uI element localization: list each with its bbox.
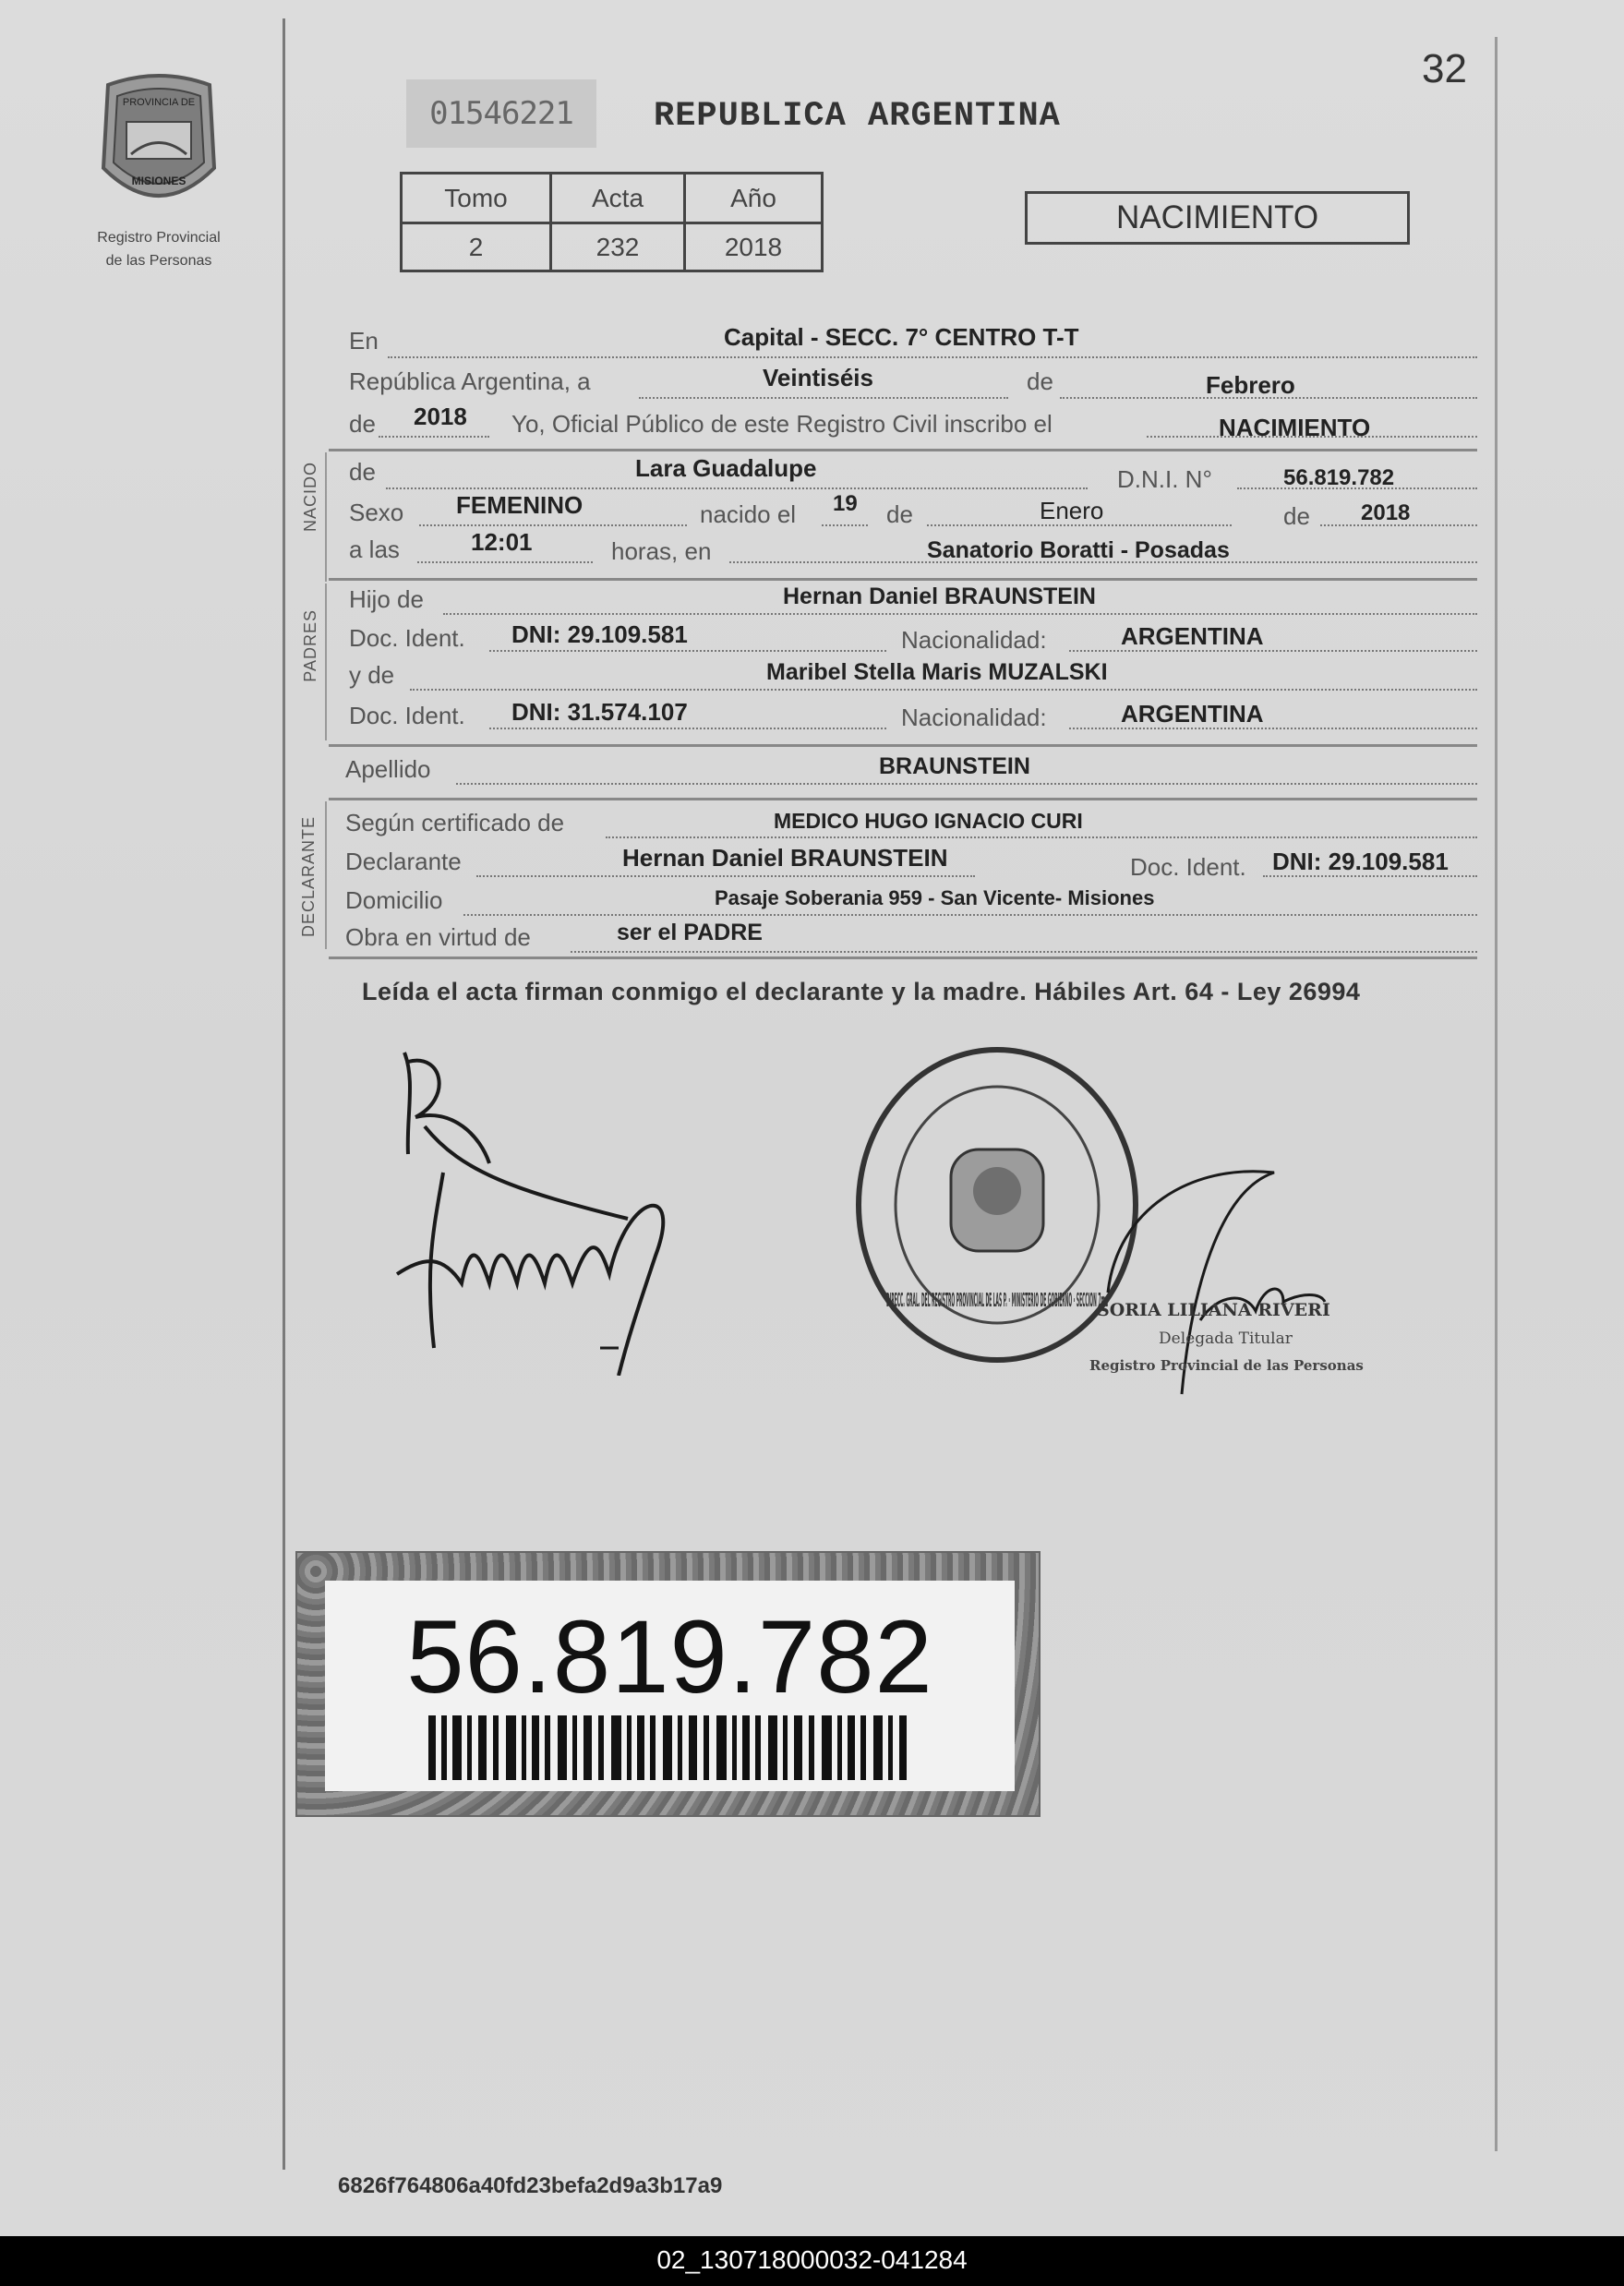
serial-number: 01546221 (406, 79, 596, 148)
declarante-doc: DNI: 29.109.581 (1272, 848, 1449, 875)
row-apellido (345, 750, 1477, 787)
de-label-3: de (1283, 502, 1310, 530)
row-certificado (345, 803, 1477, 840)
row-padre (345, 580, 1477, 617)
row-madre-doc (345, 694, 1477, 731)
declarante-doc-label: Doc. Ident. (1130, 853, 1246, 881)
mother-nationality: ARGENTINA (1121, 700, 1264, 728)
father-name: Hernan Daniel BRAUNSTEIN (783, 584, 1096, 609)
row-year (345, 403, 1477, 439)
child-dni: 56.819.782 (1283, 465, 1395, 490)
country-title: REPUBLICA ARGENTINA (654, 97, 1061, 136)
closing-statement: Leída el acta firman conmigo el declarante y la madre. Hábiles Art. 64 - Ley 26994 (362, 978, 1361, 1005)
svg-text:MISIONES: MISIONES (131, 174, 186, 187)
apellido-value: BRAUNSTEIN (879, 753, 1030, 779)
right-margin-line (1495, 37, 1498, 2151)
statement-label: Yo, Oficial Público de este Registro Civil inscribo el (511, 410, 1053, 438)
svg-text:PROVINCIA DE: PROVINCIA DE (122, 97, 196, 108)
birth-month: Enero (1040, 497, 1104, 524)
coat-of-arms-icon (90, 66, 228, 223)
cert-label: Según certificado de (345, 809, 565, 836)
hijo-de-label: Hijo de (349, 585, 424, 613)
declarante-label: Declarante (345, 848, 462, 875)
acta-value: 232 (551, 223, 685, 271)
republica-label: República Argentina, a (349, 367, 591, 395)
day-value: Veintiséis (763, 364, 873, 391)
tomo-header: Tomo (402, 174, 551, 223)
father-nationality: ARGENTINA (1121, 622, 1264, 650)
horas-label: horas, en (611, 537, 712, 565)
row-padre-doc (345, 617, 1477, 654)
father-doc: DNI: 29.109.581 (511, 620, 688, 648)
svg-text:DIRECC. GRAL. DEL REGISTRO PRO: DIRECC. GRAL. DEL REGISTRO PROVINCIAL DE LAS P. · MINISTERIO DE GOBIERNO · SECCION 7ma (886, 1289, 1108, 1311)
padres-section-label: PADRES (301, 609, 319, 682)
mother-nat-label: Nacionalidad: (901, 704, 1047, 731)
de-label-2: de (886, 500, 913, 528)
de2-label: de (349, 410, 376, 438)
mother-doc-label: Doc. Ident. (349, 702, 465, 729)
year-value: 2018 (414, 403, 467, 430)
page-number: 32 (1422, 46, 1467, 91)
nombre-de-label: de (349, 458, 376, 486)
birth-time: 12:01 (471, 528, 533, 556)
dni-label: D.N.I. N° (1117, 465, 1212, 493)
en-label: En (349, 327, 379, 355)
nacido-label: nacido el (700, 500, 797, 528)
record-type-box: NACIMIENTO (1025, 191, 1410, 245)
child-name: Lara Guadalupe (635, 454, 817, 482)
logo-caption-line1: Registro Provincial (97, 230, 221, 246)
anio-header: Año (685, 174, 823, 223)
row-obra (345, 918, 1477, 955)
de-label: de (1027, 367, 1053, 395)
logo-caption-line2: de las Personas (105, 253, 212, 269)
birth-place: Sanatorio Boratti - Posadas (927, 537, 1230, 563)
signature-icon (388, 1043, 720, 1376)
row-declarante (345, 842, 1477, 879)
domicilio-value: Pasaje Soberania 959 - San Vicente- Misiones (715, 886, 1155, 909)
dni-label-card (295, 1551, 1041, 1817)
row-en (345, 323, 1477, 360)
obra-value: ser el PADRE (617, 920, 763, 945)
row-nombre (345, 454, 1477, 491)
mother-doc: DNI: 31.574.107 (511, 698, 688, 726)
declarante-section-label: DECLARANTE (299, 816, 318, 938)
official-office: Registro Provincial de las Personas (1089, 1357, 1364, 1374)
anio-value: 2018 (685, 223, 823, 271)
office-value: Capital - SECC. 7° CENTRO T-T (724, 323, 1079, 351)
row-sexo (345, 491, 1477, 528)
register-table (400, 172, 824, 272)
barcode-icon (428, 1715, 908, 1780)
apellido-label: Apellido (345, 755, 431, 783)
act-value: NACIMIENTO (1219, 414, 1371, 441)
acta-header: Acta (551, 174, 685, 223)
registry-logo (76, 66, 242, 270)
obra-label: Obra en virtud de (345, 923, 531, 951)
declarante-value: Hernan Daniel BRAUNSTEIN (622, 844, 948, 872)
birth-year: 2018 (1361, 500, 1411, 525)
row-domicilio (345, 881, 1477, 918)
label-dni-number: 56.819.782 (406, 1599, 933, 1714)
domicilio-label: Domicilio (345, 886, 443, 914)
father-doc-label: Doc. Ident. (349, 624, 465, 652)
tomo-value: 2 (402, 223, 551, 271)
declarant-signature (388, 1043, 720, 1380)
sexo-value: FEMENINO (456, 491, 583, 519)
row-hora (345, 528, 1477, 565)
sexo-label: Sexo (349, 499, 404, 526)
official-role: Delegada Titular (1159, 1329, 1293, 1348)
row-madre (345, 656, 1477, 692)
footer-filename: 02_130718000032-041284 (656, 2245, 968, 2274)
birth-day: 19 (833, 491, 858, 516)
mother-name: Maribel Stella Maris MUZALSKI (766, 659, 1108, 685)
nacido-section-label: NACIDO (301, 462, 319, 533)
row-fecha (345, 364, 1477, 401)
left-margin-line (283, 18, 285, 2170)
month-value: Febrero (1206, 371, 1295, 399)
official-name: SORIA LILIANA RIVERI (1097, 1300, 1330, 1320)
cert-value: MEDICO HUGO IGNACIO CURI (774, 809, 1083, 833)
a-las-label: a las (349, 535, 400, 563)
document-hash: 6826f764806a40fd23befa2d9a3b17a9 (338, 2173, 723, 2198)
father-nat-label: Nacionalidad: (901, 626, 1047, 654)
y-de-label: y de (349, 661, 395, 689)
official-signature (1089, 1154, 1329, 1417)
official-signature-icon (1089, 1154, 1329, 1413)
